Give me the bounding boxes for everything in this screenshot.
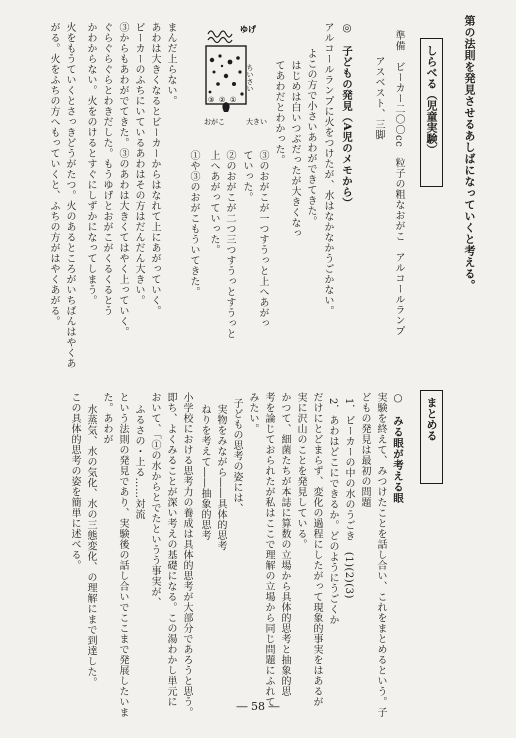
matome-title: ○ みる眼が考える眼	[392, 392, 404, 504]
matome-line: 考を論じておられたが私はここで理解の立場から同じ問題にふれて	[263, 392, 274, 707]
matome-line: 小学校における思考力の養成は具体的思考が大部分であろうと思う。	[181, 392, 192, 718]
matome-line: た。あわが	[101, 392, 112, 445]
mark-1: ①	[230, 96, 237, 104]
matome-line: 実物をみながら――具体的思考	[215, 404, 226, 551]
page-number: ― 58 ―	[236, 700, 280, 713]
memo-line: 上へあがっていった。	[208, 150, 219, 255]
matome-line: だけにとどまらず、変化の過程にしたがって現象的事実をはあるが	[311, 392, 322, 707]
label-small: ちいさい	[246, 64, 254, 92]
memo-line: かわからない。火をのけるとすぐにしずかになってしまう。	[85, 22, 96, 306]
matome-line: 即ち、よくみることが深い考えの基礎になる。この湯わかし単元に	[165, 392, 176, 707]
memo-line: ②のおがこが二つ三つすうっとすうっと	[224, 150, 235, 339]
matome-label: まとめる	[420, 390, 443, 484]
matome-line: この具体的思考の姿を簡単に述べる。	[69, 392, 80, 571]
matome-line: 実に沢山のことを発見している。	[295, 392, 306, 550]
matome-line: どもの発見は最初の問題	[359, 392, 370, 508]
materials-line-1: 準備 ビーカー二〇〇cc 粒子の粗なおがこ アルコールランプ	[393, 30, 404, 337]
bubbles	[209, 54, 244, 95]
matome-line: という法則の発見であり、実験後の話し合いでここまで発展したいま	[117, 392, 128, 718]
matome-line: みたい。	[247, 392, 258, 434]
memo-line: ビーカーのふちにいているあわはその方はだんだん大きい。	[133, 22, 144, 306]
memo-line: ③からもあわがでてきた。③のあわは大きくてはやく上っていく。	[117, 22, 128, 337]
matome-line: 2．あわはどこにできるか。どのようにうごくか	[327, 398, 338, 626]
memo-line: がる。火をふちの方へもっていくと、ふちの方がはやくあがる。	[48, 22, 59, 327]
memo-line: 火をもうていくとさっきどうがたつ。火のあるところがいちばんはやくあ	[64, 22, 75, 369]
steam-icon	[208, 31, 232, 43]
matome-line: 子どもの思考の姿には、	[231, 398, 242, 514]
matome-line: ねりを考えて――抽象的思考	[199, 404, 210, 541]
top-banner: 第の法則を発見させるあしばになっていくと考える。	[463, 15, 476, 291]
memo-line: アルコールランプに火をつけたが、水はなかなかうごかない。	[322, 22, 333, 316]
memo-line: よこの方で小さいあわができてきた。	[305, 48, 316, 227]
beaker-illustration	[200, 20, 270, 130]
memo-line: まんだ上らない。	[165, 22, 176, 106]
matome-line: ふるさの・上る……対流	[133, 404, 144, 520]
materials-line-2: アスベスト、三脚	[373, 56, 384, 140]
memo-line: はじめは白いつぶだったが大きくなっ	[289, 60, 300, 239]
matome-line: おいて、「①の水からとでたというう事実が、	[149, 392, 160, 608]
memo-line: あわは大きくなるとビーカーからはなれて上にあがっていく。	[149, 22, 160, 316]
memo-line: ③のおがこが一つすうっと上へあがっ	[257, 150, 268, 329]
matome-line: 1．ビーカーの中の水のうごき (1)(2)(3)	[343, 398, 354, 599]
memo-line: ていった。	[241, 150, 252, 203]
memo-line: ぐらぐらぐらとわきだした。もうゆげとおがこがくるくるとう	[101, 22, 112, 316]
matome-line: かつて、細菌たちが本誌に算数の立場から具体的思考と抽象的思	[279, 392, 290, 697]
mark-2: ②	[219, 96, 226, 104]
label-big: 大きい	[246, 118, 267, 126]
label-sawdust: おがこ	[204, 118, 225, 126]
matome-line: 実験を終えて、みつけたことを話し合い、これをまとめるという。子	[375, 392, 386, 718]
memo-line: てあわだとわかった。	[273, 60, 284, 165]
child-memo-title: ◎ 子どもの発見（A児のメモから）	[341, 22, 353, 209]
shiraberu-label: しらべる（児童実験）	[420, 38, 443, 187]
matome-line: 水蒸気、水の気化、水の三態変化、の理解にまで到達した。	[85, 404, 96, 688]
label-steam: ゆげ	[240, 25, 256, 34]
memo-line: ①や③のおがこもういてきた。	[188, 150, 199, 297]
mark-3: ③	[208, 96, 215, 104]
